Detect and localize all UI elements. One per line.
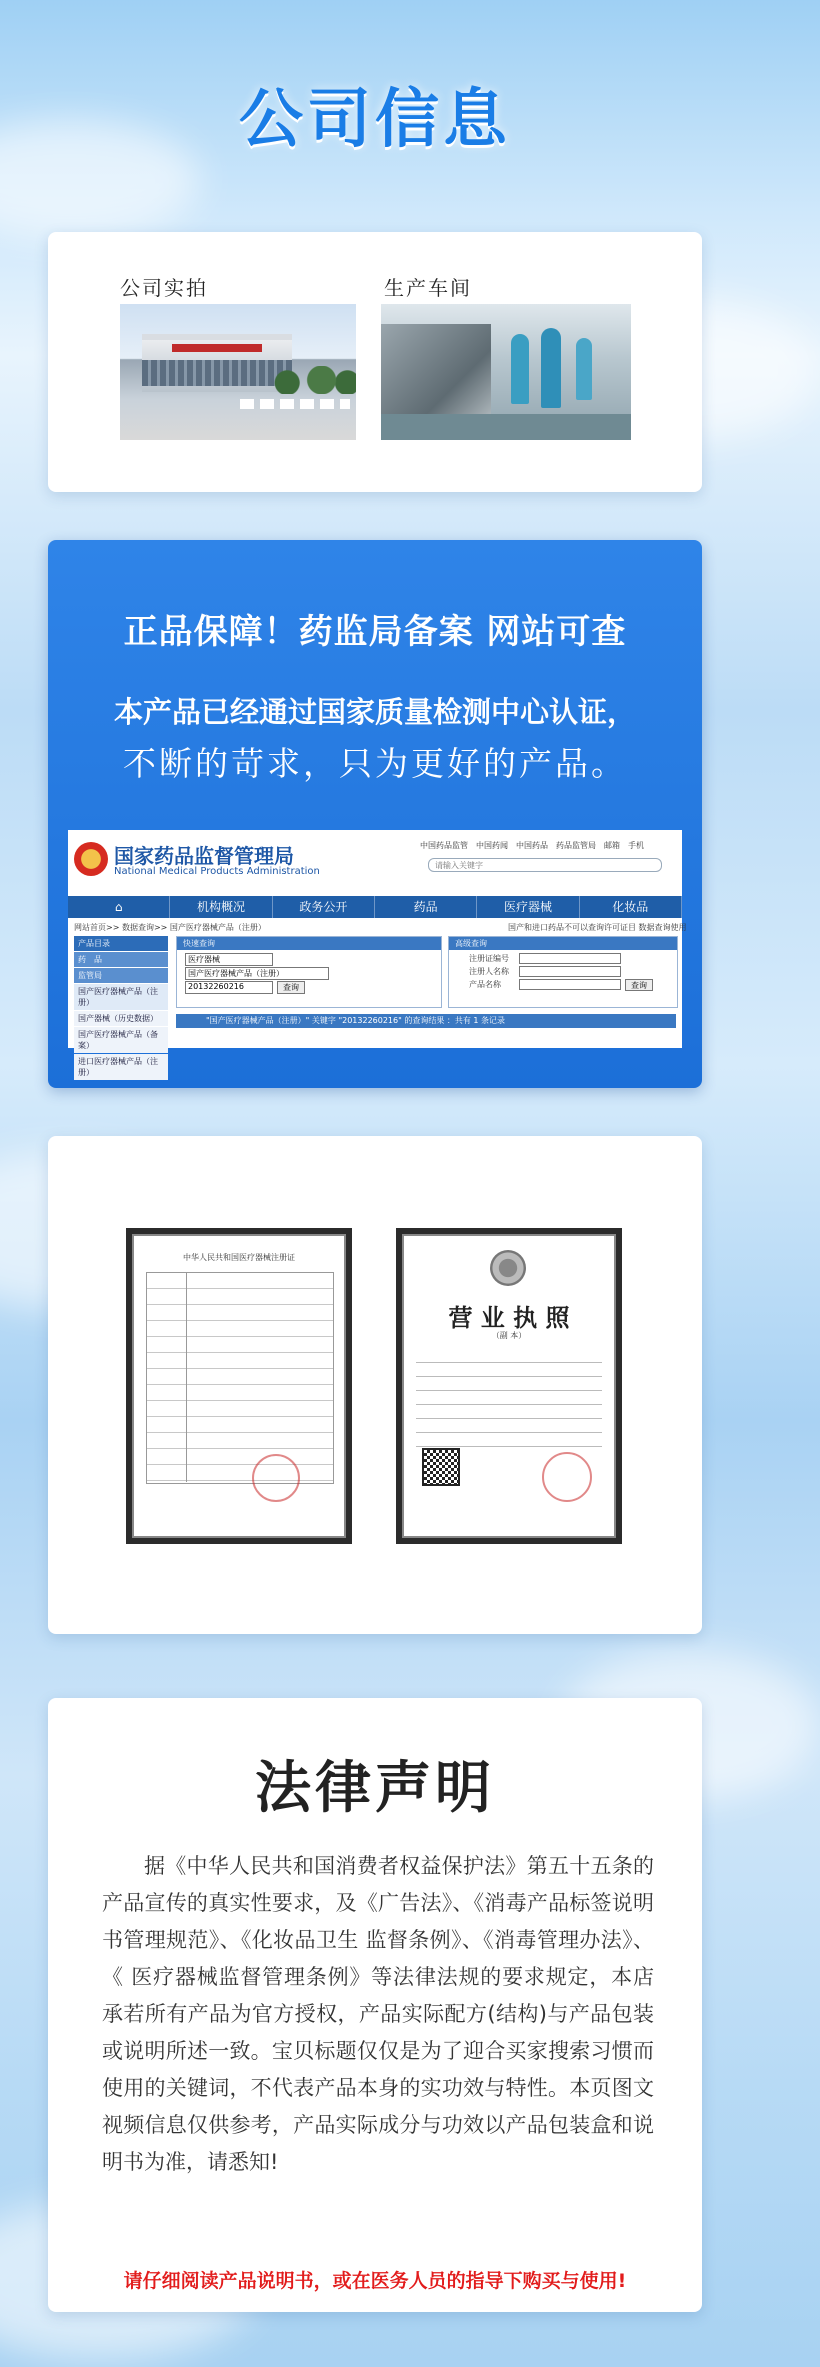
legal-statement-card — [48, 1698, 702, 2312]
workshop-photo — [381, 304, 631, 440]
nmpa-name-cn: 国家药品监督管理局 — [114, 844, 294, 868]
cert-table — [146, 1272, 334, 1484]
legal-warning: 请仔细阅读产品说明书，或在医务人员的指导下购买与使用! — [123, 2270, 627, 2292]
worker-2 — [541, 328, 561, 408]
sidebar-item-active[interactable]: 国产医疗器械产品（注册） — [74, 984, 168, 1010]
top-link[interactable]: 药品监管局 — [556, 841, 596, 850]
worker-3 — [576, 338, 592, 400]
license-title: 营 业 执 照 — [448, 1303, 570, 1332]
assurance-line-1: 本产品已经通过国家质量检测中心认证， — [113, 695, 636, 729]
advanced-query-title: 高级查询 — [449, 937, 677, 950]
medical-device-registration-certificate — [126, 1228, 352, 1544]
adv-field-input[interactable] — [519, 953, 621, 964]
nmpa-name-en: National Medical Products Administration — [114, 866, 320, 877]
cert-table-divider — [186, 1272, 187, 1482]
sidebar-item[interactable]: 国产医疗器械产品（备案） — [74, 1027, 168, 1053]
company-building-photo — [120, 304, 356, 440]
sidebar-item[interactable]: 产品目录 — [74, 936, 168, 951]
nmpa-breadcrumb: 网站首页>> 数据查询>> 国产医疗器械产品（注册） — [74, 923, 266, 932]
quick-query-panel — [176, 936, 442, 1008]
nav-item[interactable]: 药品 — [375, 896, 477, 918]
license-text-line — [416, 1404, 602, 1405]
advanced-query-panel — [448, 936, 678, 1008]
sidebar-item[interactable]: 监管局 — [74, 968, 168, 983]
select-category[interactable]: 医疗器械 — [185, 953, 273, 966]
nav-item[interactable]: 医疗器械 — [477, 896, 579, 918]
license-subtitle: （副 本） — [491, 1331, 527, 1340]
cert-seal-icon — [252, 1454, 300, 1502]
top-link[interactable]: 中国药品 — [516, 841, 548, 850]
sidebar-item[interactable]: 国产器械（历史数据） — [74, 1011, 168, 1026]
license-text-line — [416, 1376, 602, 1377]
left-cert-title: 中华人民共和国医疗器械注册证 — [183, 1253, 295, 1262]
nmpa-notice: 国产和进口药品不可以查询许可证目 数据查询使用 — [508, 923, 687, 932]
quick-query-button[interactable]: 查询 — [277, 981, 305, 994]
select-subcategory[interactable]: 国产医疗器械产品（注册） — [185, 967, 329, 980]
sidebar-item[interactable]: 进口医疗器械产品（注册） — [74, 1054, 168, 1080]
assurance-line-2: 不断的苛求，只为更好的产品。 — [123, 744, 627, 783]
advanced-query-button[interactable]: 查询 — [625, 979, 653, 991]
license-text-line — [416, 1446, 602, 1447]
nav-item[interactable]: 政务公开 — [273, 896, 375, 918]
nmpa-emblem-icon — [74, 842, 108, 876]
license-seal-icon — [542, 1452, 592, 1502]
legal-title: 法律声明 — [255, 1755, 495, 1821]
parked-cars — [240, 399, 350, 409]
business-license — [396, 1228, 622, 1544]
national-emblem-icon — [490, 1250, 526, 1286]
legal-body: 据《中华人民共和国消费者权益保护法》第五十五条的产品宣传的真实性要求，及《广告法》、《消毒产品标签说明书管理规范》、《化妆品卫生 监督条例》、《消毒管理办法》、《 医疗器械监督管理条例》等法律法规的要求规定，本店承若所有产品为官方授权，产品实际配方(结构)与产品包装或说明所述一致。宝贝标题仅仅是为了迎合买家搜索习惯而使用的关键词，不代表产品本身的实功效与特性。本页图文视频信息仅供参考，产品实际成分与功效以产品包装盒和说明书为准，请悉知! — [102, 1854, 654, 2174]
query-result-bar: "国产医疗器械产品（注册）" 关键字 "20132260216" 的查询结果 ：共有 1 条记录 — [176, 1014, 676, 1028]
nmpa-sidebar — [74, 936, 168, 1080]
worker-1 — [511, 334, 529, 404]
qr-code-icon — [422, 1448, 460, 1486]
license-text-line — [416, 1390, 602, 1391]
license-text-line — [416, 1362, 602, 1363]
nmpa-website-screenshot — [68, 830, 687, 1077]
nav-item[interactable]: 化妆品 — [580, 896, 682, 918]
nav-item[interactable]: 机构概况 — [170, 896, 272, 918]
nav-home-icon[interactable]: ⌂ — [68, 896, 170, 918]
adv-field-input[interactable] — [519, 966, 621, 977]
license-text-line — [416, 1418, 602, 1419]
company-photos-card — [48, 232, 702, 492]
adv-field-input[interactable] — [519, 979, 621, 990]
certificates-card — [48, 1136, 702, 1634]
floor — [381, 414, 631, 440]
assurance-card — [48, 540, 702, 1088]
tree-row — [270, 366, 356, 394]
top-link[interactable]: 中国药闻 — [476, 841, 508, 850]
license-text-line — [416, 1432, 602, 1433]
adv-field-label: 注册人名称 — [469, 967, 509, 976]
building-sign — [172, 344, 262, 352]
adv-field-label: 产品名称 — [469, 980, 501, 989]
top-link[interactable]: 手机 — [628, 841, 644, 850]
query-input[interactable]: 20132260216 — [185, 981, 273, 994]
nmpa-nav-bar — [68, 896, 682, 918]
nmpa-top-links — [420, 840, 680, 851]
company-photo-label: 公司实拍 — [120, 276, 208, 300]
assurance-headline: 正品保障！药监局备案 网站可查 — [123, 612, 627, 652]
page-title: 公司信息 — [239, 83, 511, 157]
top-link[interactable]: 中国药品监管 — [420, 841, 468, 850]
adv-field-label: 注册证编号 — [469, 954, 509, 963]
quick-query-title: 快速查询 — [177, 937, 441, 950]
workshop-photo-label: 生产车间 — [384, 276, 472, 300]
nmpa-search-input[interactable] — [428, 858, 662, 872]
top-link[interactable]: 邮箱 — [604, 841, 620, 850]
sidebar-item[interactable]: 药 品 — [74, 952, 168, 967]
